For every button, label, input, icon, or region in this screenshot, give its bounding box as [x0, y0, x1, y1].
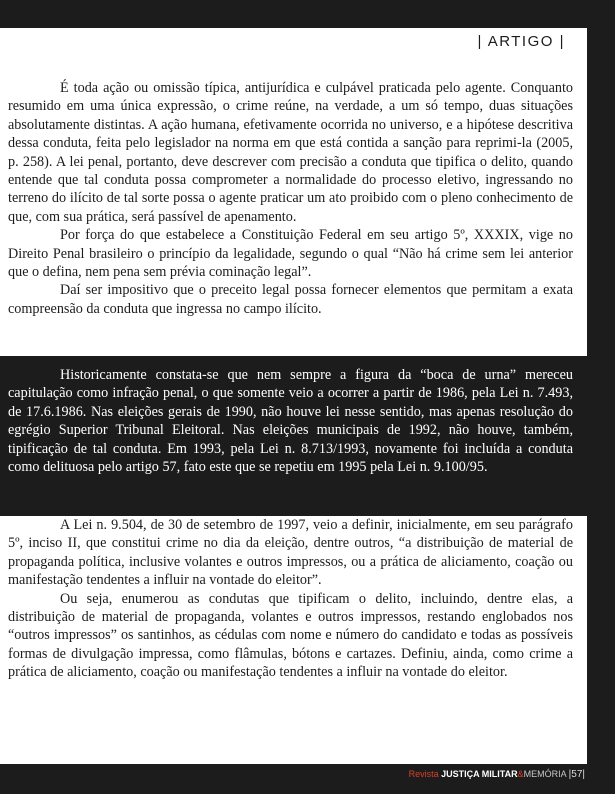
top-dark-bar — [0, 0, 615, 28]
article-bottom-section — [0, 516, 587, 764]
footer — [409, 769, 585, 780]
highlight-box — [0, 357, 587, 515]
footer-ampersand: & — [517, 769, 524, 779]
section-tag: | ARTIGO | — [477, 33, 565, 50]
paragraph-enumerated-conducts: Ou seja, enumerou as condutas que tipificam o delito, incluindo, dentre elas, a distribuição de material de propaganda, volantes e outros impressos, restando englobados nos “outros impressos” os santinhos, as cédulas com nome e número do candidato e todas as possíveis formas de divulgação impressa, como flâmulas, bótons e cartazes. Definiu, ainda, como crime a prática de aliciamento, coação ou manifestação tendentes a influir na vontade do eleitor. — [8, 590, 573, 681]
highlight-column — [8, 366, 573, 476]
article-column-top — [8, 79, 573, 318]
article-top-section — [0, 28, 587, 356]
footer-magazine-title: JUSTIÇA MILITAR — [441, 769, 518, 779]
paragraph-constitution: Por força do que estabelece a Constituição Federal em seu artigo 5º, XXXIX, vige no Direito Penal brasileiro o princípio da legalidade, segundo o qual “Não há crime sem lei anterior que o defina, nem pena sem prévia cominação legal”. — [8, 227, 573, 281]
article-column-bottom — [8, 516, 573, 682]
footer-revista: Revista — [408, 769, 439, 779]
footer-memoria: MEMÓRIA — [523, 769, 567, 779]
paragraph-lei-9504: A Lei n. 9.504, de 30 de setembro de 1997, veio a definir, inicialmente, em seu parágrafo 5º, inciso II, que constitui crime no dia da eleição, dentre outros, “a distribuição de material de propaganda política, inclusive volantes e outros impressos, ou a prática de aliciamento, coação ou manifestação tendentes a influir na vontade do eleitor”. — [8, 517, 573, 589]
right-dark-bar — [587, 0, 615, 794]
paragraph-legal-precept: Daí ser impositivo que o preceito legal possa fornecer elementos que permitam a exata compreensão da conduta que ingressa no campo ilícito. — [8, 282, 573, 317]
paragraph-crime-definition: É toda ação ou omissão típica, antijurídica e culpável praticada pelo agente. Conquanto resumido em uma única expressão, o crime reúne, na verdade, a um só tempo, duas situações absolutamente distintas. A ação humana, efetivamente ocorrida no universo, e a hipótese descritiva dessa conduta, feita pelo legislador na norma em que está contida a sanção para reprimi-la (2005, p. 258). A lei penal, portanto, deve descrever com precisão a conduta que tipifica o delito, quando entende que tal conduta possa comprometer a normalidade do processo eletivo, ingressando no terreno do ilícito de tal sorte possa o agente praticar um ato proibido com o pleno conhecimento de que, com sua prática, será passível de apenamento. — [8, 80, 573, 225]
footer-page-number: |57| — [568, 769, 585, 780]
paragraph-historical: Historicamente constata-se que nem sempre a figura da “boca de urna” mereceu capitulação como infração penal, o que somente veio a ocorrer a partir de 1986, pela Lei n. 7.493, de 17.6.1986. Nas eleições gerais de 1990, não houve lei nesse sentido, mas apenas resolução do egrégio Superior Tribunal Eleitoral. Nas eleições municipais de 1992, não houve, também, tipificação de tal conduta. Em 1993, pela Lei n. 8.713/1993, novamente foi incluída a conduta como delituosa pelo artigo 57, fato este que se repetiu em 1995 pela Lei n. 9.100/95. — [8, 367, 573, 476]
